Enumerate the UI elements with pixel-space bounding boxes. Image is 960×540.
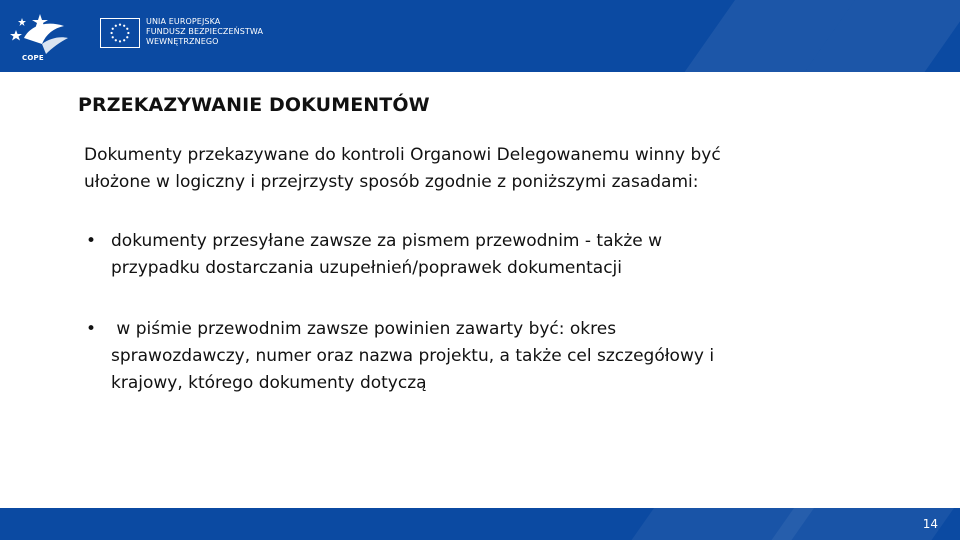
header-band <box>0 0 960 72</box>
bullet-list <box>84 228 804 397</box>
bullet-line: w piśmie przewodnim zawsze powinien zawarty być: okres <box>111 319 617 339</box>
eu-flag-icon <box>100 18 140 48</box>
cope-logo-text: COPE <box>22 54 44 62</box>
eu-fund-line: FUNDUSZ BEZPIECZEŃSTWA <box>146 27 264 36</box>
bullet-line: krajowy, którego dokumenty dotyczą <box>111 373 427 393</box>
bullet-line: sprawozdawczy, numer oraz nazwa projektu, a także cel szczegółowy i <box>111 346 715 366</box>
bullet-icon: • <box>86 231 97 251</box>
intro-line: Dokumenty przekazywane do kontroli Organowi Delegowanemu winny być <box>84 145 721 165</box>
bullet-item <box>84 228 804 282</box>
bullet-icon: • <box>86 319 97 339</box>
slide-title: PRZEKAZYWANIE DOKUMENTÓW <box>78 94 430 116</box>
eu-fund-label <box>146 17 263 47</box>
bullet-line: dokumenty przesyłane zawsze za pismem przewodnim - także w <box>111 231 663 251</box>
page-number: 14 <box>922 517 938 531</box>
bullet-line: przypadku dostarczania uzupełnień/poprawek dokumentacji <box>111 258 622 278</box>
intro-paragraph <box>84 142 844 196</box>
bullet-item <box>84 316 804 397</box>
intro-line: ułożone w logiczny i przejrzysty sposób zgodnie z poniższymi zasadami: <box>84 172 699 192</box>
eu-fund-line: UNIA EUROPEJSKA <box>146 17 221 26</box>
eu-fund-line: WEWNĘTRZNEGO <box>146 37 219 46</box>
footer-band <box>0 508 960 540</box>
